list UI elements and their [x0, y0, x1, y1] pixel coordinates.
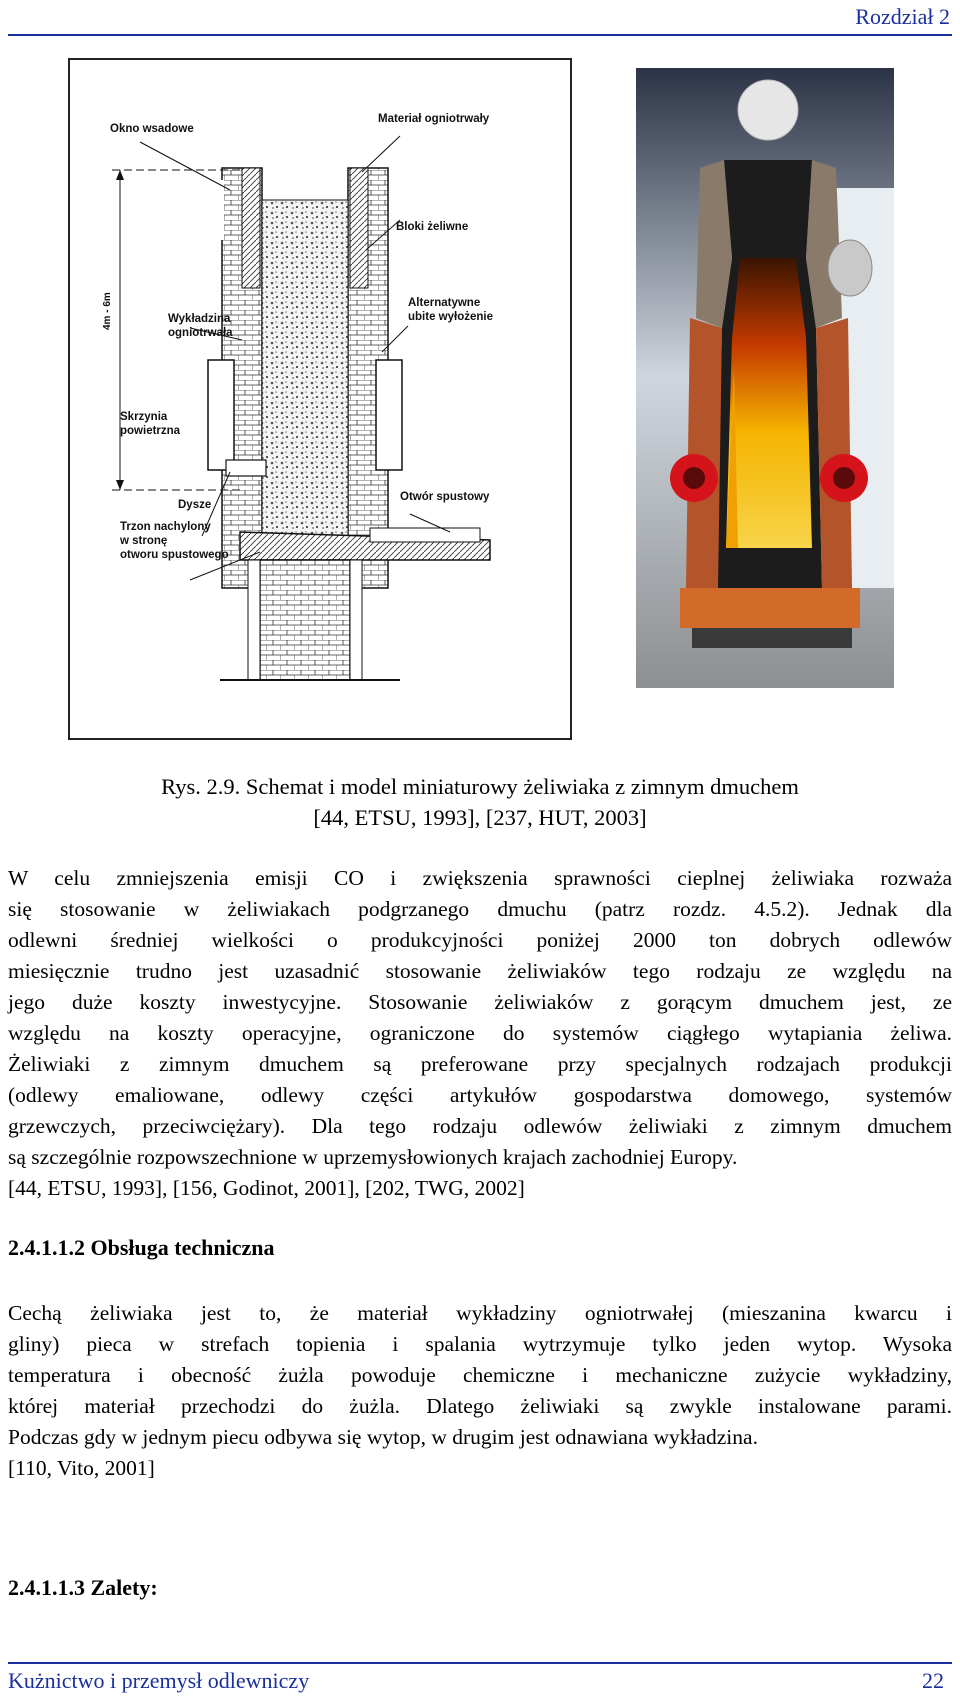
label-bloki: Bloki żeliwne [396, 221, 469, 233]
text-line: [44, ETSU, 1993], [156, Godinot, 2001], [202, TWG, 2002] [8, 1176, 525, 1200]
text-line: grzewczych, przeciwciężary). Dla tego rodzaju odlewów żeliwiaki z zimnym dmuchem [8, 1114, 952, 1138]
text-line: Żeliwiaki z zimnym dmuchem są preferowane przy specjalnych rodzajach produkcji [8, 1052, 952, 1076]
section-heading-maintenance: 2.4.1.1.2 Obsługa techniczna [8, 1235, 275, 1260]
label-skrzynia-2: powietrzna [120, 425, 181, 437]
paragraph-2 [8, 1298, 952, 1484]
page-header [8, 0, 952, 36]
tuyere [226, 460, 266, 476]
text-line: której materiał przechodzi do żużla. Dlatego żeliwiaki są zwykle instalowane parami. [8, 1394, 952, 1418]
label-alt-2: ubite wyłożenie [408, 311, 493, 323]
label-trzon-3: otworu spustowego [120, 549, 229, 561]
cupola-model-photo [636, 68, 894, 688]
cupola-schematic [68, 58, 572, 740]
wind-box-left [208, 360, 234, 470]
text-line: gliny) pieca w strefach topienia i spalania wytrzymuje tylko jeden wytop. Wysoka [8, 1332, 952, 1356]
text-line: są szczególnie rozpowszechnione w uprzemysłowionych krajach zachodniej Europy. [8, 1145, 738, 1169]
label-trzon-1: Trzon nachylony [120, 521, 211, 533]
label-dysze: Dysze [178, 499, 212, 511]
charge-column [262, 200, 348, 588]
text-line: Cechą żeliwiaka jest to, że materiał wykładziny ogniotrwałej (mieszanina kwarcu i [8, 1301, 952, 1325]
page-footer [8, 1662, 952, 1694]
wind-box-right [376, 360, 402, 470]
text-line: miesięcznie trudno jest uzasadnić stosowanie żeliwiaków tego rodzaju ze względu na [8, 959, 952, 983]
section-heading-advantages: 2.4.1.1.3 Zalety: [8, 1575, 158, 1600]
label-wykladzina-2: ogniotrwała [168, 327, 233, 339]
text-line: odlewni średniej wielkości o produkcyjności poniżej 2000 ton dobrych odlewów [8, 928, 952, 952]
cupola-model-image [636, 68, 894, 688]
text-line: względu na koszty operacyjne, ograniczone do systemów ciągłego wytapiania żeliwa. [8, 1021, 952, 1045]
figure-caption-source: [44, ETSU, 1993], [237, HUT, 2003] [313, 805, 647, 830]
figure [0, 40, 960, 760]
text-line: temperatura i obecność żużla powoduje chemiczne i mechaniczne zużycie wykładziny, [8, 1363, 952, 1387]
text-line: Podczas gdy w jednym piecu odbywa się wytop, w drugim jest odnawiana wykładzina. [8, 1425, 758, 1449]
base [260, 560, 350, 680]
label-wykladzina-1: Wykładzina [168, 313, 231, 325]
page-number: 22 [922, 1668, 944, 1693]
text-line: się stosowanie w żeliwiakach podgrzanego dmuchu (patrz rozdz. 4.5.2). Jednak dla [8, 897, 952, 921]
text-line: jego duże koszty inwestycyjne. Stosowanie żeliwiaków z gorącym dmuchem jest, ze [8, 990, 952, 1014]
text-line: (odlewy emaliowane, odlewy części artykułów gospodarstwa domowego, systemów [8, 1083, 952, 1107]
label-material: Materiał ogniotrwały [378, 113, 490, 125]
figure-caption: Rys. 2.9. Schemat i model miniaturowy żeliwiaka z zimnym dmuchem [161, 774, 799, 799]
text-line: [110, Vito, 2001] [8, 1456, 155, 1480]
chapter-label: Rozdział 2 [855, 4, 950, 29]
cupola-schematic-drawing [70, 60, 570, 738]
text-line: W celu zmniejszenia emisji CO i zwiększenia sprawności cieplnej żeliwiaka rozważa [8, 866, 952, 890]
paragraph-1 [8, 863, 952, 1204]
label-otwor: Otwór spustowy [400, 491, 490, 503]
label-skrzynia-1: Skrzynia [120, 411, 168, 423]
label-okno: Okno wsadowe [110, 123, 194, 135]
footer-title: Kużnictwo i przemysł odlewniczy [8, 1668, 310, 1693]
label-trzon-2: w stronę [120, 535, 168, 547]
label-height: 4m - 6m [102, 292, 113, 330]
label-alt-1: Alternatywne [408, 297, 481, 309]
